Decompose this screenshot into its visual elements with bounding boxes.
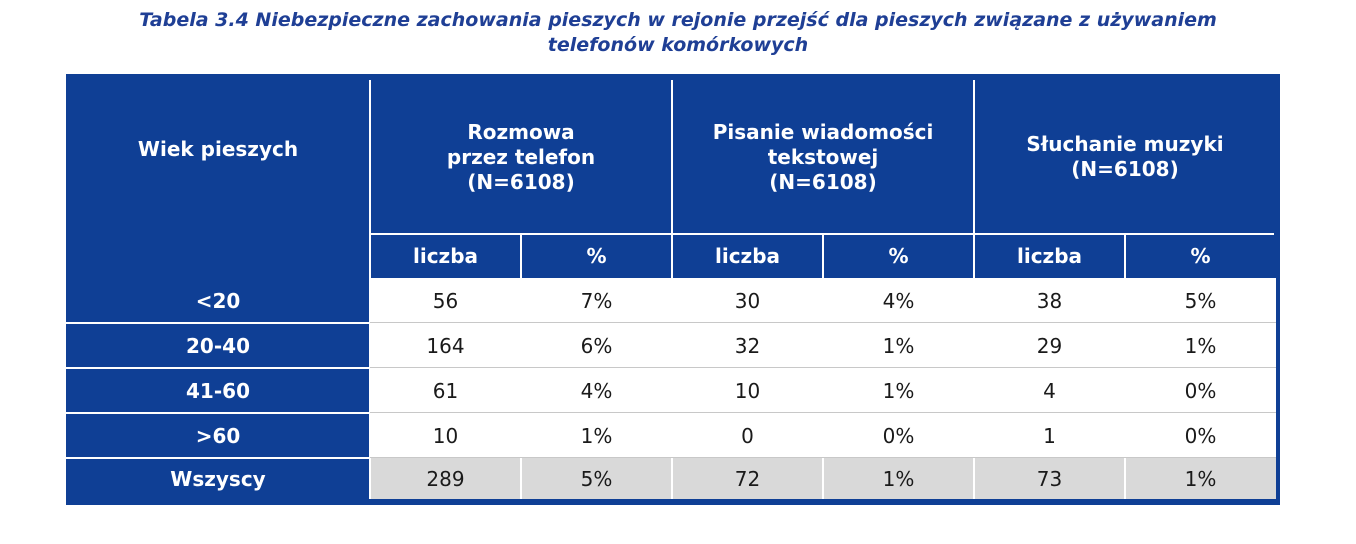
caption-line-1: Tabela 3.4 Niebezpieczne zachowania pieszych w rejonie przejść dla pieszych związane z używaniem [139,9,1217,31]
group-header-line: (N=6108) [1071,157,1179,181]
table-cell: 32 [734,333,761,358]
table-cell: 29 [1036,333,1063,358]
table-cell: 5% [580,466,613,491]
group-header-line: Słuchanie muzyki [1026,132,1224,156]
group-header-line: (N=6108) [467,169,575,194]
group-header-line: Pisanie wiadomości [712,119,934,144]
table-cell: 38 [1036,288,1063,313]
subheader-cell: % [1190,244,1211,268]
table-cell: 4% [882,288,915,313]
group-header [672,80,974,234]
table-cell: 10 [432,423,459,448]
row-label: Wszyscy [170,466,266,491]
table-cell: 72 [734,466,761,491]
table-cell: 0% [1184,378,1217,403]
table-cell: 6% [580,333,613,358]
subheader-cell: % [586,244,607,268]
row-label: >60 [195,423,241,448]
table-cell: 1% [882,378,915,403]
table-cell: 0 [741,423,754,448]
table-cell: 1% [882,333,915,358]
table-cell: 10 [734,378,761,403]
table-cell: 61 [432,378,459,403]
subheader-cell: liczba [412,244,479,268]
row-label: 20-40 [186,333,250,358]
table-cell: 1% [580,423,613,448]
row-label: <20 [195,288,241,313]
table-cell: 4% [580,378,613,403]
table-cell: 1% [882,466,915,491]
table-cell: 5% [1184,288,1217,313]
column-header-age: Wiek pieszych [137,136,299,161]
table-cell: 1% [1184,466,1217,491]
group-header-line: Rozmowa [467,119,575,144]
table-cell: 0% [1184,423,1217,448]
group-header [370,80,672,234]
table-caption [0,8,1356,58]
table-cell: 1% [1184,333,1217,358]
group-header-line: (N=6108) [769,169,877,194]
group-header-line: przez telefon [446,144,596,169]
group-header [974,80,1276,234]
caption-line-2: telefonów komórkowych [547,34,809,56]
group-header-line: tekstowej [767,144,879,169]
table-cell: 7% [580,288,613,313]
table-cell: 0% [882,423,915,448]
row-label: 41-60 [186,378,250,403]
table-cell: 56 [432,288,459,313]
subheader-cell: % [888,244,909,268]
table-cell: 4 [1043,378,1056,403]
subheader-cell: liczba [1016,244,1083,268]
table-cell: 164 [426,333,465,358]
table-cell: 289 [426,466,465,491]
table-cell: 30 [734,288,761,313]
table-cell: 73 [1036,466,1063,491]
subheader-cell: liczba [714,244,781,268]
table-cell: 1 [1043,423,1056,448]
data-table [66,74,1280,505]
